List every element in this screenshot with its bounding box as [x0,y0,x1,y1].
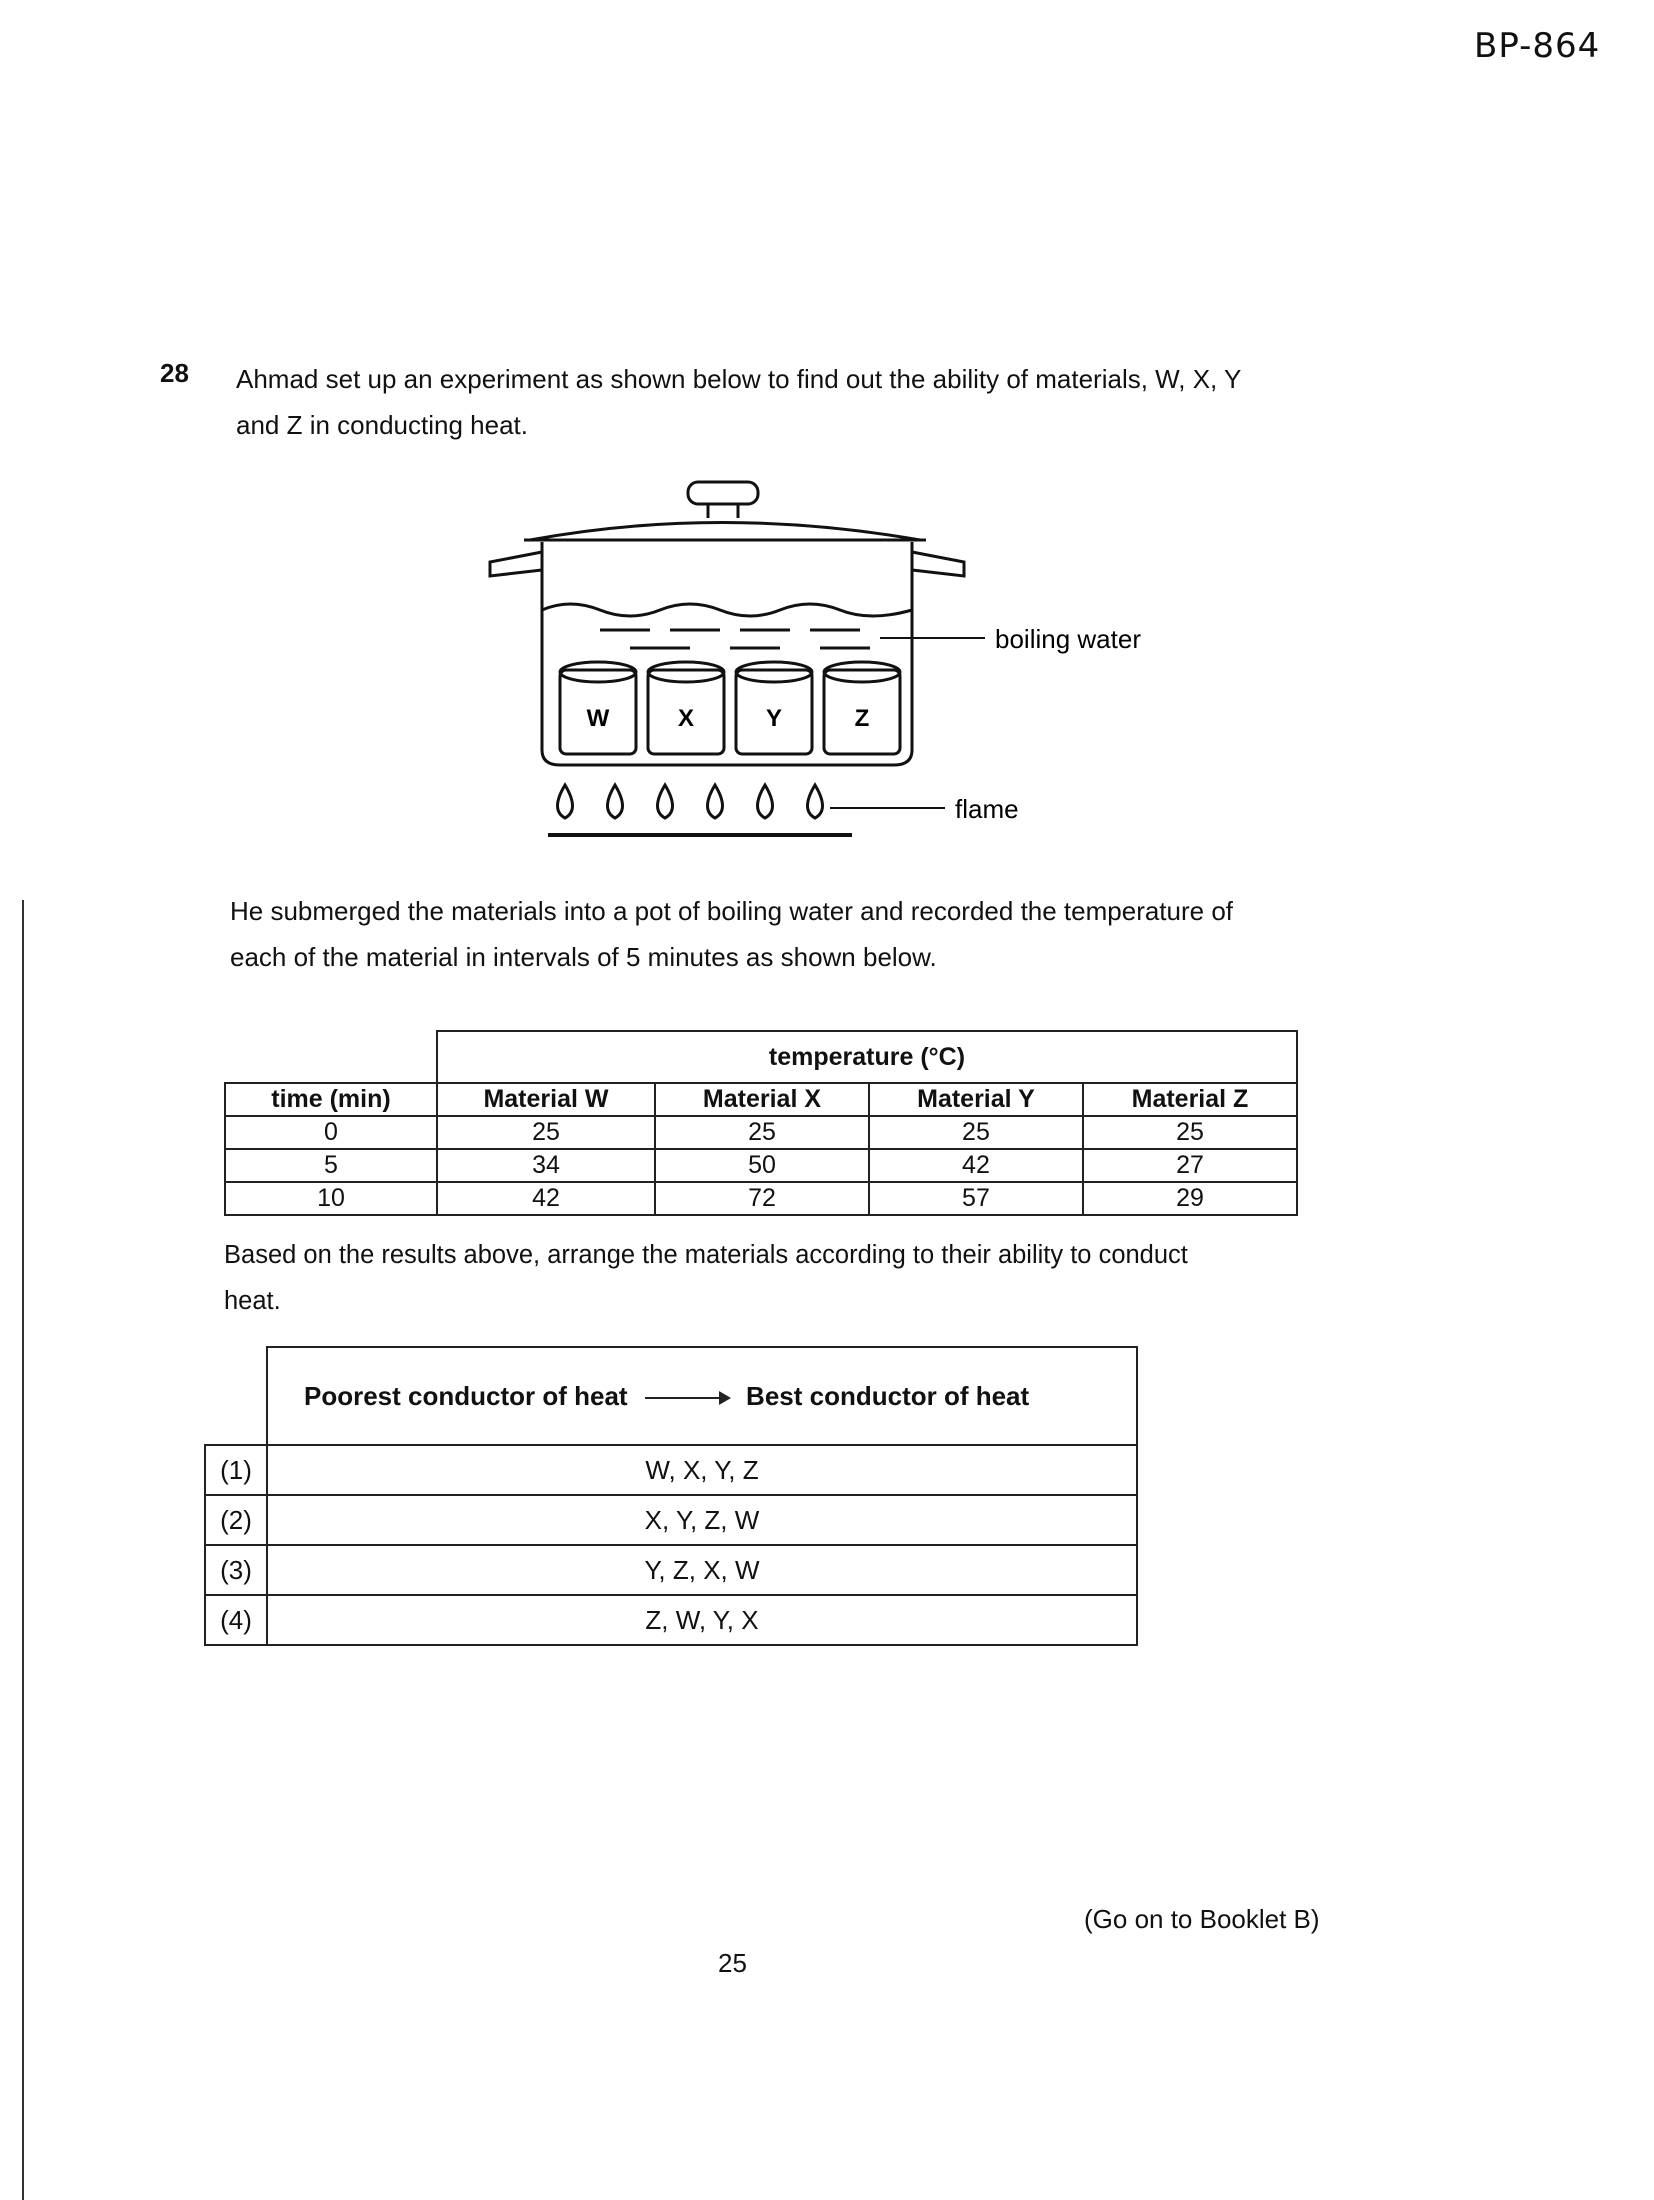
lid-knob [688,482,758,504]
temperature-header: temperature (°C) [437,1031,1297,1083]
table-cell: 72 [655,1182,869,1215]
table-group-header-row [225,1031,1297,1083]
table-row [225,1149,1297,1182]
option-row-2[interactable] [205,1495,1137,1545]
paragraph-instruction [224,1232,1354,1324]
option-answer: Y, Z, X, W [267,1545,1137,1595]
intro-line-1: Ahmad set up an experiment as shown below to find out the ability of materials, W, X, Y [236,364,1242,394]
pot-lid [530,523,920,541]
label-boiling-water: boiling water [995,624,1141,654]
page-number: 25 [718,1948,747,1978]
table-cell: 57 [869,1182,1083,1215]
table-cell: 25 [1083,1116,1297,1149]
header-best: Best conductor of heat [746,1380,1030,1411]
booklet-instruction: (Go on to Booklet B) [1084,1904,1320,1934]
option-number: (4) [205,1595,267,1645]
table-cell: 29 [1083,1182,1297,1215]
column-header: Material Y [869,1083,1083,1116]
label-z: Z [854,705,870,732]
water-surface [542,604,912,616]
column-header: Material Z [1083,1083,1297,1116]
instruction-line-1: Based on the results above, arrange the materials according to their ability to conduct [224,1241,1188,1269]
temperature-table [224,1030,1298,1216]
table-cell: 42 [869,1149,1083,1182]
intro-line-2: and Z in conducting heat. [236,410,528,440]
table-cell: 25 [869,1116,1083,1149]
option-answer: X, Y, Z, W [267,1495,1137,1545]
experiment-diagram [480,470,1200,860]
option-number: (3) [205,1545,267,1595]
question-number: 28 [160,358,189,388]
table-cell: 0 [225,1116,437,1149]
method-line-2: each of the material in intervals of 5 minutes as shown below. [230,942,937,972]
table-cell: 27 [1083,1149,1297,1182]
option-number: (1) [205,1445,267,1495]
options-blank-cell [205,1347,267,1445]
column-header: time (min) [225,1083,437,1116]
paragraph-method [230,888,1350,980]
pot-handle-left [490,552,542,576]
option-row-3[interactable] [205,1545,1137,1595]
table-row [225,1182,1297,1215]
method-line-1: He submerged the materials into a pot of boiling water and recorded the temperature of [230,896,1234,926]
table-cell: 25 [437,1116,655,1149]
label-x: X [677,705,695,732]
column-header: Material W [437,1083,655,1116]
label-w: W [586,705,610,732]
label-flame: flame [955,794,1019,824]
options-table [204,1346,1138,1646]
document-code: BP-864 [1474,26,1601,66]
table-row [225,1116,1297,1149]
right-arrow-icon [645,1397,729,1399]
options-header [267,1347,1137,1445]
table-cell: 50 [655,1149,869,1182]
options-header-row [205,1347,1137,1445]
table-header-row [225,1083,1297,1116]
pot-handle-right [912,552,964,576]
table-cell: 34 [437,1149,655,1182]
option-row-1[interactable] [205,1445,1137,1495]
option-row-4[interactable] [205,1595,1137,1645]
margin-line [22,900,24,2200]
instruction-line-2: heat. [224,1287,281,1315]
table-cell: 5 [225,1149,437,1182]
column-header: Material X [655,1083,869,1116]
option-answer: Z, W, Y, X [267,1595,1137,1645]
question-intro [236,356,1356,448]
option-number: (2) [205,1495,267,1545]
table-cell: 42 [437,1182,655,1215]
header-poorest: Poorest conductor of heat [304,1380,628,1411]
flames [558,785,823,818]
label-y: Y [765,705,783,732]
table-blank-cell [225,1031,437,1083]
table-cell: 25 [655,1116,869,1149]
table-cell: 10 [225,1182,437,1215]
option-answer: W, X, Y, Z [267,1445,1137,1495]
